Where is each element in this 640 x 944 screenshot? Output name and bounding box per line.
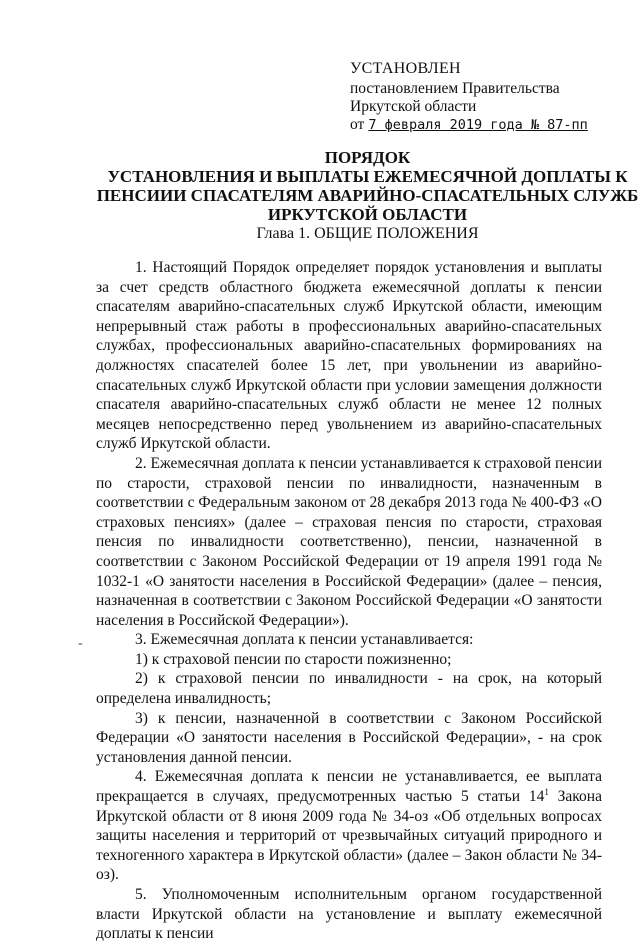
paragraph-3: 3. Ежемесячная доплата к пенсии устанавливается: bbox=[135, 631, 474, 649]
approval-date-line bbox=[350, 116, 588, 134]
approval-line-2: Иркутской области bbox=[350, 98, 477, 115]
document-body bbox=[96, 258, 602, 944]
superscript-1: 1 bbox=[544, 787, 549, 798]
approval-title: УСТАНОВЛЕН bbox=[350, 60, 461, 77]
approval-date-value: 7 февраля 2019 года № 87-пп bbox=[368, 117, 588, 133]
title-line-4: ИРКУТСКОЙ ОБЛАСТИ bbox=[267, 205, 468, 224]
list-item-3-3: 3) к пенсии, назначенной в соответствии с Законом Российской Федерации «О занятости населения в Российской Федерации», - на срок установления данной пенсии. bbox=[96, 709, 602, 766]
margin-mark: - bbox=[78, 636, 83, 651]
chapter-heading: Глава 1. ОБЩИЕ ПОЛОЖЕНИЯ bbox=[256, 225, 479, 242]
list-item-3-1: 1) к страховой пенсии по старости пожизненно; bbox=[135, 650, 452, 668]
list-item-3-2: 2) к страховой пенсии по инвалидности - на срок, на который определена инвалидность; bbox=[96, 670, 602, 708]
paragraph-4 bbox=[96, 767, 602, 885]
approval-date-prefix: от bbox=[350, 116, 365, 133]
paragraph-4-start: 4. Ежемесячная доплата к пенсии не устанавливается, ее выплата прекращается в случаях, предусмотренных частью 5 статьи 14 bbox=[96, 768, 602, 806]
paragraph-1: 1. Настоящий Порядок определяет порядок установления и выплаты за счет средств областного бюджета ежемесячной доплаты к пенсии спасателям аварийно-спасательных служб Иркутской области, имеющим непрерывный стаж работы в профессиональных аварийно-спасательных службах, профессиональных аварийно-спасательных формированиях на должностях спасателей более 15 лет, при увольнении из аварийно-спасательных служб Иркутской области при условии замещения должности спасателя аварийно-спасательных служб области не менее 12 полных месяцев непосредственно перед увольнением из аварийно-спасательных служб Иркутской области. bbox=[96, 259, 602, 453]
approval-stamp bbox=[350, 60, 588, 134]
title-line-3: ПЕНСИИИ СПАСАТЕЛЯМ АВАРИЙНО-СПАСАТЕЛЬНЫХ СЛУЖБ bbox=[96, 186, 639, 205]
title-line-1: ПОРЯДОК bbox=[324, 148, 411, 167]
document-title bbox=[95, 148, 640, 224]
title-line-2: УСТАНОВЛЕНИЯ И ВЫПЛАТЫ ЕЖЕМЕСЯЧНОЙ ДОПЛАТЫ К bbox=[107, 167, 628, 186]
paragraph-5: 5. Уполномоченным исполнительным органом государственной власти Иркутской области на установление и выплату ежемесячной доплаты к пенсии bbox=[96, 886, 602, 943]
paragraph-4-end: Закона Иркутской области от 8 июня 2009 года № 34-оз «Об отдельных вопросах защиты населения и территорий от чрезвычайных ситуаций природного и техногенного характера в Иркутской области» (далее – Закон области № 34-оз). bbox=[96, 788, 602, 884]
approval-line-1: постановлением Правительства bbox=[350, 80, 560, 97]
paragraph-2: 2. Ежемесячная доплата к пенсии устанавливается к страховой пенсии по старости, страховой пенсии по инвалидности, назначенным в соответствии с Федеральным законом от 28 декабря 2013 года № 400-ФЗ «О страховых пенсиях» (далее – страховая пенсия по старости, страховая пенсия по инвалидности соответственно), пенсии, назначенной в соответствии с Законом Российской Федерации от 19 апреля 1991 года № 1032-1 «О занятости населения в Российской Федерации» (далее – пенсия, назначенная в соответствии с Законом Российской Федерации «О занятости населения в Российской Федерации»). bbox=[96, 454, 602, 629]
